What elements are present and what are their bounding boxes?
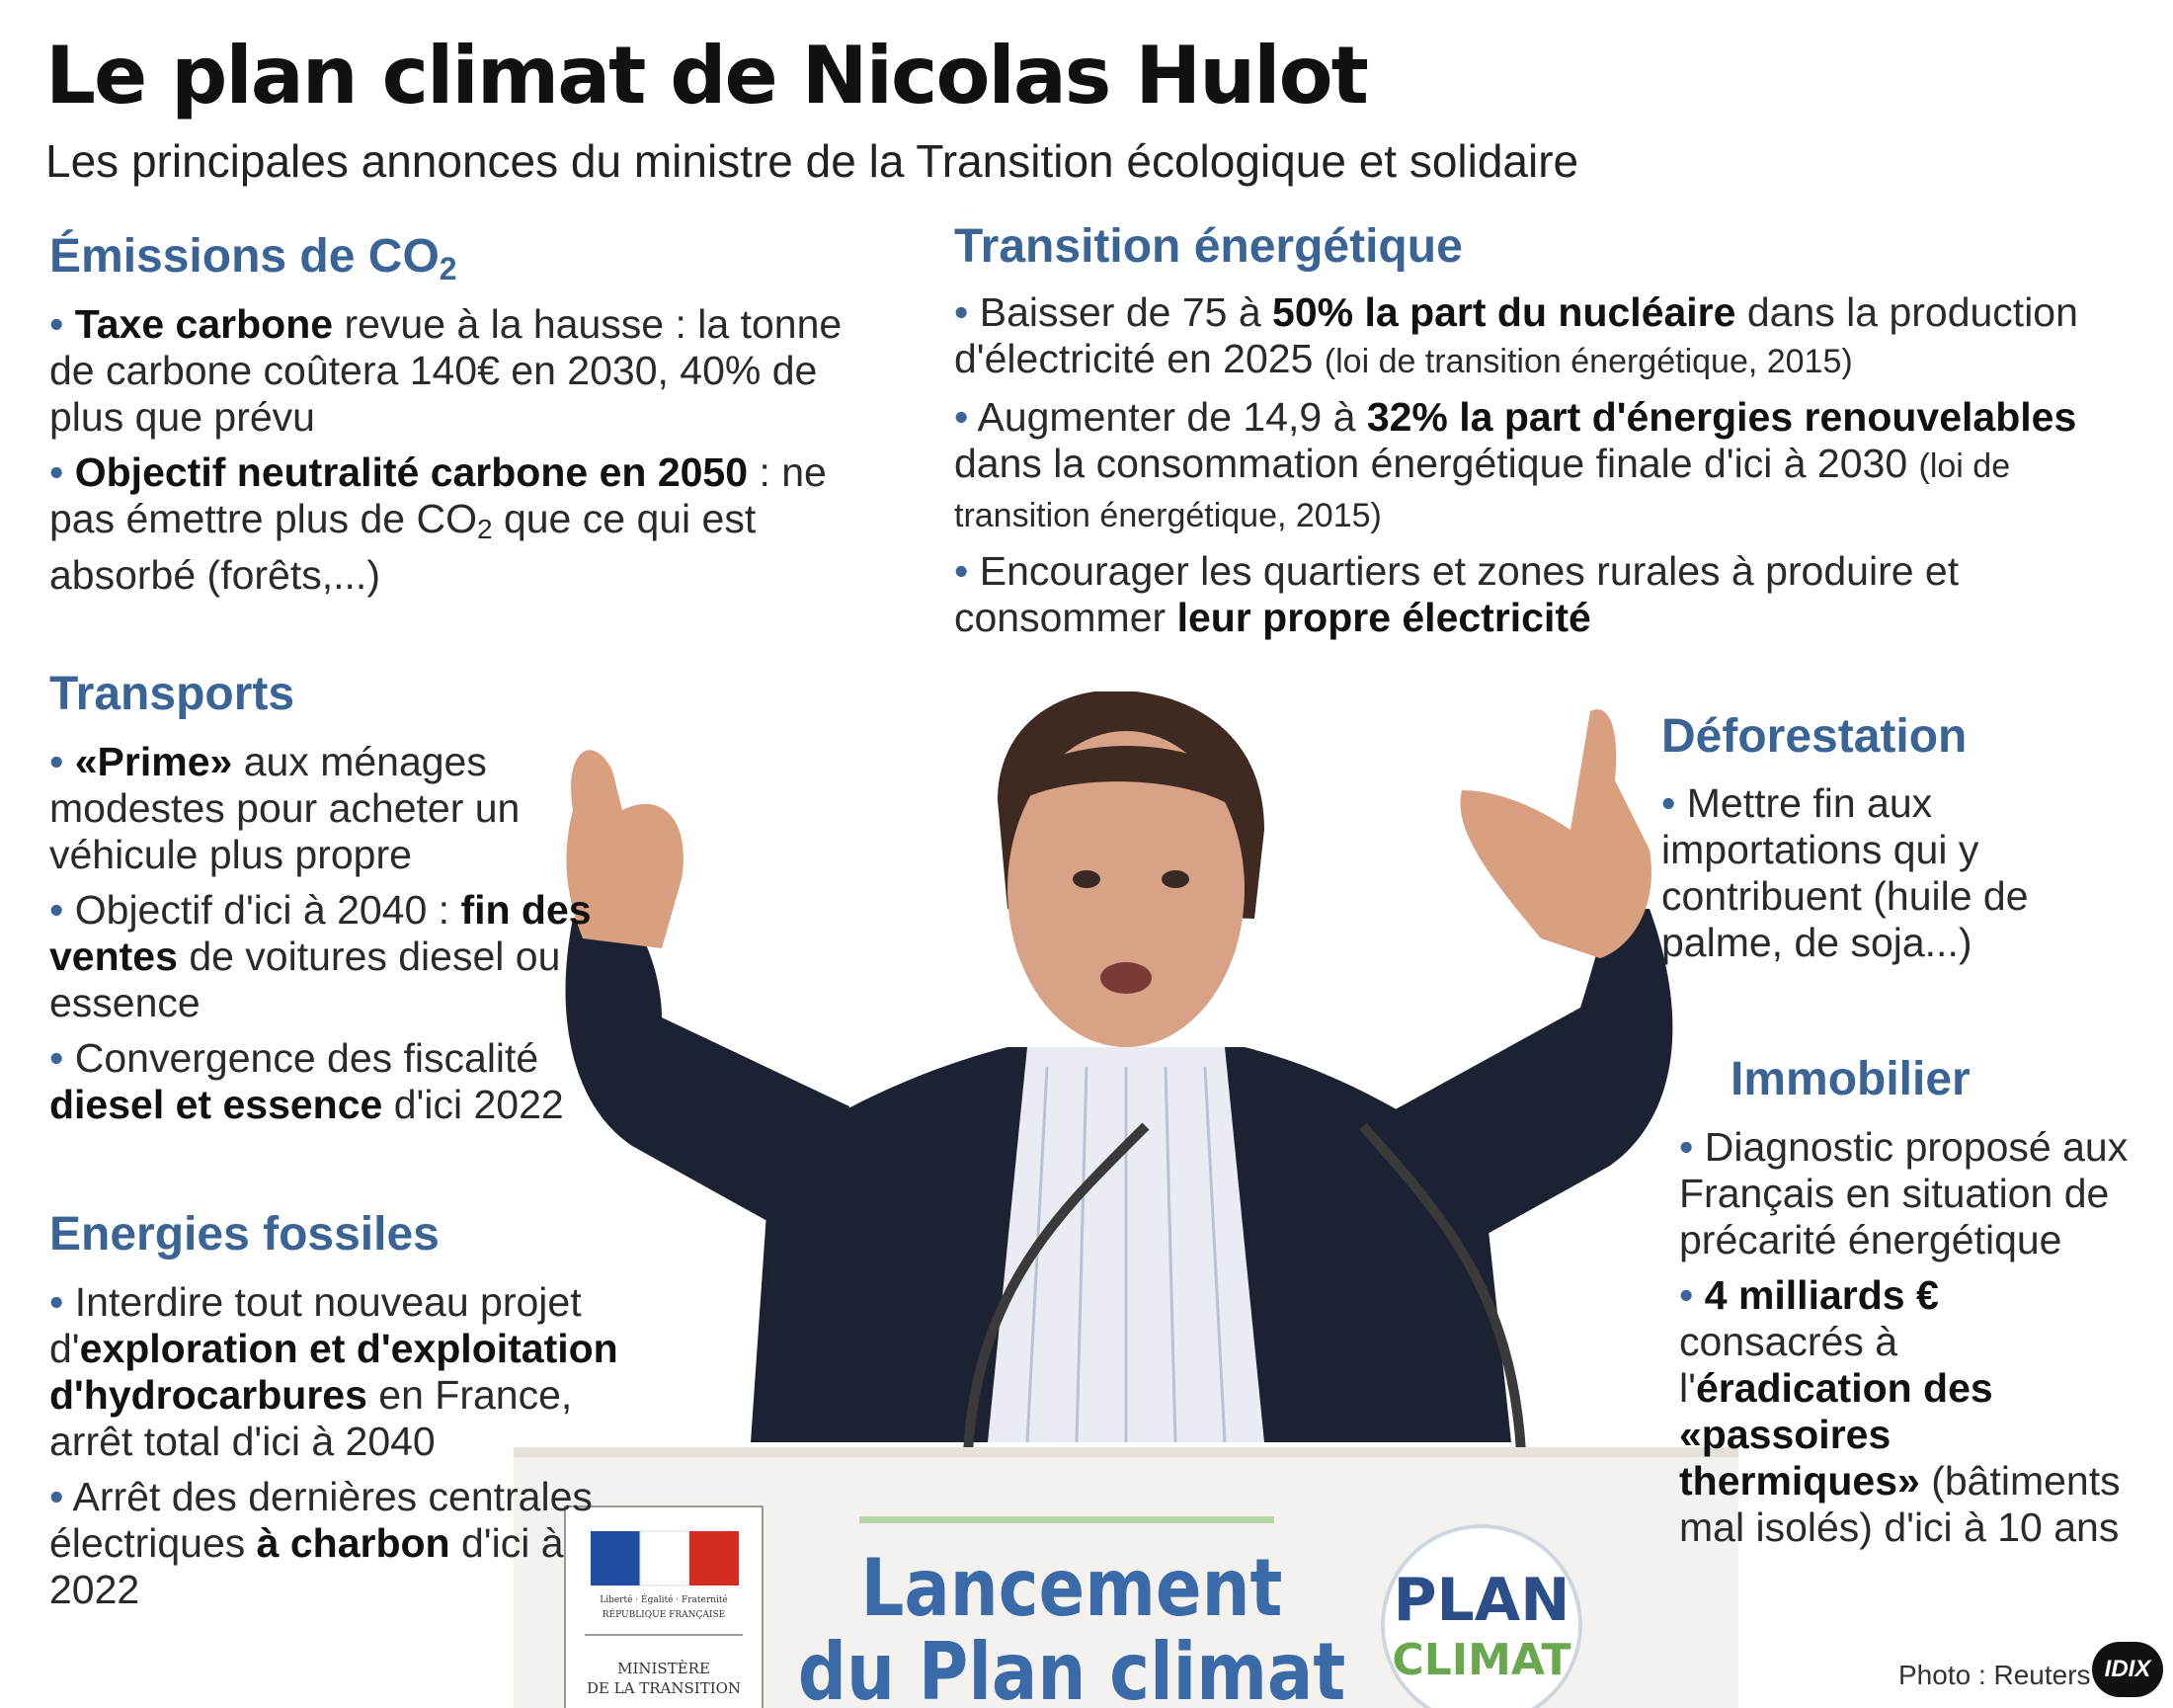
- list-item: • Arrêt des dernières centrales électriques à charbon d'ici à 2022: [49, 1474, 593, 1612]
- right-hand: [1460, 709, 1651, 958]
- minister-photo: [514, 691, 1738, 1708]
- page-title: Le plan climat de Nicolas Hulot: [45, 30, 1367, 122]
- section-body-immobilier: [1679, 1124, 2133, 1560]
- section-title-transition: Transition énergétique: [954, 220, 1463, 273]
- section-title-deforestation: Déforestation: [1661, 710, 1968, 763]
- list-item: • Diagnostic proposé aux Français en situation de précarité énergétique: [1679, 1124, 2129, 1262]
- page-subtitle: Les principales annonces du ministre de la Transition écologique et solidaire: [45, 135, 1579, 187]
- ministere-label-2: DE LA TRANSITION: [586, 1679, 742, 1697]
- list-item: • Objectif d'ici à 2040 : fin des ventes de voitures diesel ou essence: [49, 887, 592, 1025]
- section-title-immobilier: Immobilier: [1730, 1053, 1971, 1105]
- idix-logo: IDIX: [2092, 1642, 2163, 1697]
- list-item: • «Prime» aux ménages modestes pour acheter un véhicule plus propre: [49, 739, 521, 877]
- list-item: • Encourager les quartiers et zones rurales à produire et consommer leur propre électricité: [954, 548, 1960, 640]
- section-body-deforestation: [1661, 780, 2096, 975]
- section-body-emissions: [49, 301, 879, 608]
- section-body-transition: [954, 289, 2139, 650]
- list-item: • Baisser de 75 à 50% la part du nucléaire dans la production d'électricité en 2025 (loi de transition énergétique, 2015): [954, 289, 2078, 381]
- photo-credit: Photo : Reuters: [1898, 1660, 2091, 1690]
- list-item: • Objectif neutralité carbone en 2050 : ne pas émettre plus de $CO_2$ que ce qui est absorbé (forêts,...): [49, 449, 827, 598]
- podium-line-2: du Plan climat: [797, 1626, 1346, 1708]
- list-item: • Convergence des fiscalité diesel et essence d'ici 2022: [49, 1035, 564, 1127]
- section-title-emissions: Émissions de $CO_2$: [49, 230, 457, 286]
- section-title-transports: Transports: [49, 668, 295, 720]
- list-item: • Interdire tout nouveau projet d'exploration et d'exploitation d'hydrocarbures en France, arrêt total d'ici à 2040: [49, 1279, 618, 1464]
- republique-label: RÉPUBLIQUE FRANÇAISE: [602, 1610, 726, 1620]
- svg-text:CLIMAT: CLIMAT: [1392, 1635, 1571, 1685]
- list-item: • Augmenter de 14,9 à 32% la part d'énergies renouvelables dans la consommation énergétique finale d'ici à 2030 (loi de transition énergétique, 2015): [954, 394, 2077, 534]
- list-item: • Mettre fin aux importations qui y contribuent (huile de palme, de soja...): [1661, 780, 2029, 965]
- podium-line-1: Lancement: [860, 1542, 1283, 1635]
- list-item: • 4 milliards € consacrés à l'éradication des «passoires thermiques» (bâtiments mal isolés) d'ici à 10 ans: [1679, 1272, 2121, 1550]
- republique-motto: Liberté · Égalité · Fraternité: [600, 1595, 728, 1605]
- section-title-fossiles: Energies fossiles: [49, 1208, 440, 1261]
- section-body-fossiles: [49, 1279, 642, 1622]
- svg-text:PLAN: PLAN: [1393, 1566, 1570, 1635]
- ministere-label-1: MINISTÈRE: [617, 1660, 710, 1677]
- list-item: • Taxe carbone revue à la hausse : la tonne de carbone coûtera 140€ en 2030, 40% de plus que prévu: [49, 301, 843, 440]
- section-body-transports: [49, 739, 603, 1137]
